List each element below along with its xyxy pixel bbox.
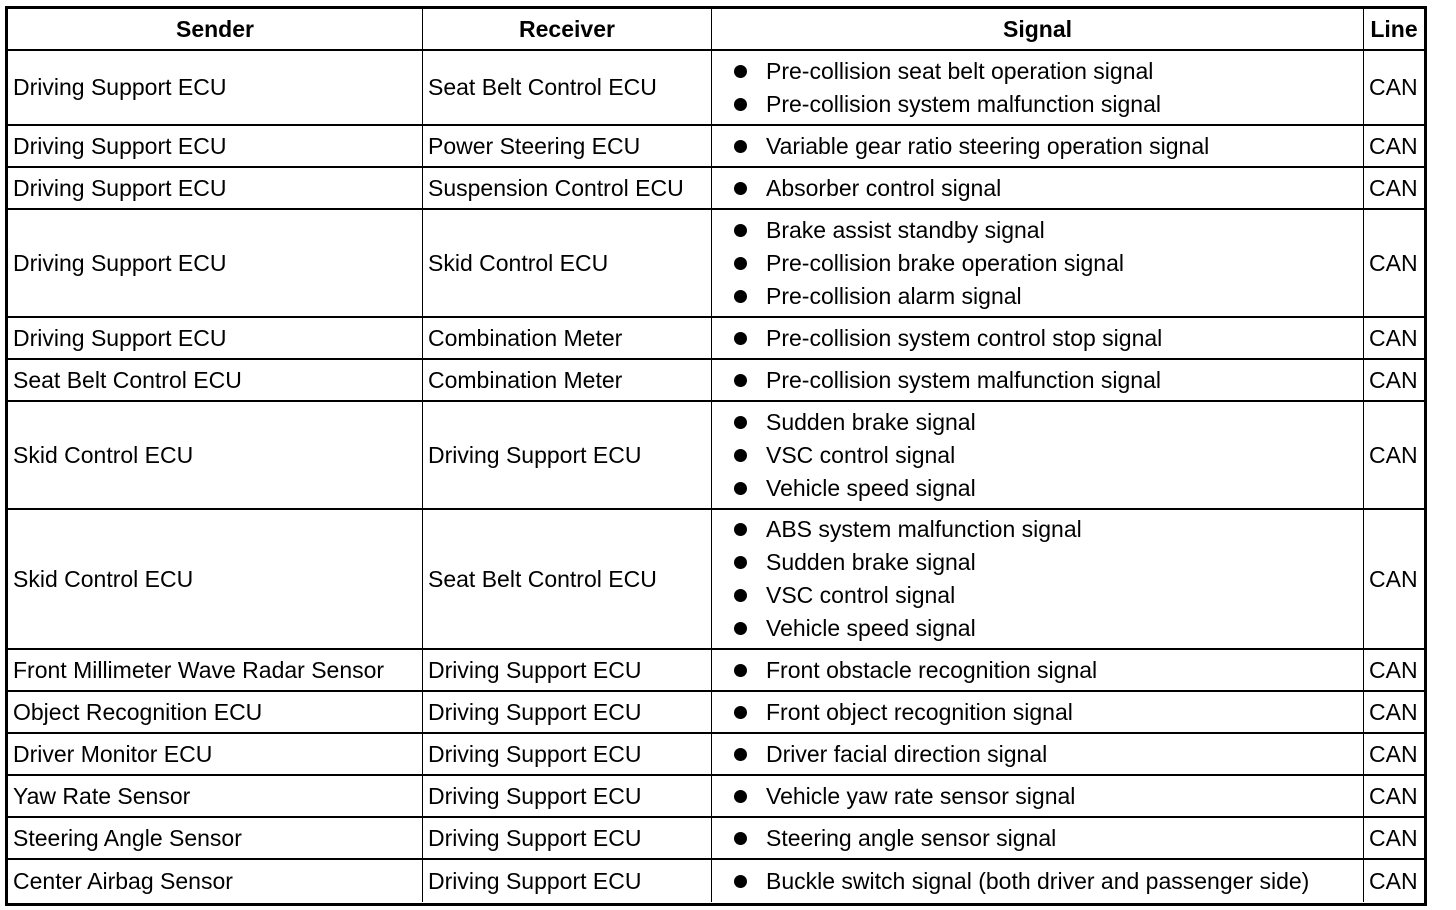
receiver-cell: Power Steering ECU [423,126,712,168]
sender-cell: Driving Support ECU [8,51,423,126]
bullet-icon [734,98,747,111]
signal-text: Pre-collision system malfunction signal [766,366,1161,393]
signal-text: Buckle switch signal (both driver and passenger side) [766,867,1310,894]
bullet-icon [734,622,747,635]
sender-cell: Driving Support ECU [8,210,423,318]
signal-item [734,322,1162,355]
signal-item [734,406,976,439]
signal-text: ABS system malfunction signal [766,516,1082,542]
signal-text: VSC control signal [766,582,956,608]
line-cell: CAN [1364,168,1424,210]
signal-text: Driver facial direction signal [766,740,1048,767]
signal-text: Absorber control signal [766,174,1002,201]
signal-cell [712,126,1364,168]
sender-cell: Driving Support ECU [8,318,423,360]
line-cell: CAN [1364,402,1424,510]
signal-cell [712,168,1364,210]
signal-text: Variable gear ratio steering operation signal [766,132,1210,159]
signal-item [734,654,1097,687]
signal-text: Vehicle yaw rate sensor signal [766,782,1076,809]
bullet-icon [734,449,747,462]
bullet-icon [734,748,747,761]
sender-cell: Driver Monitor ECU [8,734,423,776]
bullet-icon [734,332,747,345]
bullet-icon [734,556,747,569]
receiver-cell: Driving Support ECU [423,818,712,860]
receiver-cell: Skid Control ECU [423,210,712,318]
sender-cell: Seat Belt Control ECU [8,360,423,402]
signal-text: Sudden brake signal [766,549,976,575]
signal-cell [712,318,1364,360]
sender-cell: Driving Support ECU [8,126,423,168]
receiver-cell: Combination Meter [423,318,712,360]
signal-cell [712,51,1364,126]
signal-item [734,88,1161,121]
signal-text: Vehicle speed signal [766,474,976,501]
signal-item [734,280,1022,313]
bullet-icon [734,706,747,719]
sender-cell: Yaw Rate Sensor [8,776,423,818]
signal-text: Pre-collision seat belt operation signal [766,57,1154,84]
signal-text: Pre-collision alarm signal [766,282,1022,309]
signal-text: Brake assist standby signal [766,216,1045,243]
signal-text: Pre-collision system malfunction signal [766,90,1161,117]
signal-item [734,439,955,472]
sender-cell: Skid Control ECU [8,402,423,510]
bullet-icon [734,875,747,888]
receiver-cell: Suspension Control ECU [423,168,712,210]
bullet-icon [734,257,747,270]
sender-cell: Front Millimeter Wave Radar Sensor [8,650,423,692]
bullet-icon [734,523,747,536]
signal-item [734,130,1209,163]
signal-cell [712,402,1364,510]
receiver-cell: Combination Meter [423,360,712,402]
signal-text: Vehicle speed signal [766,615,976,641]
line-cell: CAN [1364,318,1424,360]
signal-cell [712,210,1364,318]
signal-item [734,364,1161,397]
signal-item [734,214,1045,247]
line-cell: CAN [1364,51,1424,126]
line-cell: CAN [1364,510,1424,650]
signal-item [734,780,1075,813]
receiver-cell: Driving Support ECU [423,860,712,902]
signal-cell [712,692,1364,734]
signal-text: Steering angle sensor signal [766,824,1057,851]
signal-text: Sudden brake signal [766,408,976,435]
bullet-icon [734,224,747,237]
bullet-icon [734,664,747,677]
signal-cell [712,510,1364,650]
signal-table-grid [8,9,1424,903]
bullet-icon [734,482,747,495]
signal-cell [712,734,1364,776]
sender-cell: Skid Control ECU [8,510,423,650]
signal-text: Pre-collision brake operation signal [766,249,1124,276]
header-signal: Signal [712,9,1364,51]
signal-text: Front obstacle recognition signal [766,656,1098,683]
receiver-cell: Driving Support ECU [423,734,712,776]
line-cell: CAN [1364,692,1424,734]
signal-item [734,247,1124,280]
line-cell: CAN [1364,818,1424,860]
receiver-cell: Driving Support ECU [423,776,712,818]
line-cell: CAN [1364,650,1424,692]
signal-item [734,546,976,579]
sender-cell: Driving Support ECU [8,168,423,210]
signal-cell [712,860,1364,902]
line-cell: CAN [1364,210,1424,318]
line-cell: CAN [1369,867,1418,894]
bullet-icon [734,416,747,429]
sender-cell: Object Recognition ECU [8,692,423,734]
signal-item [734,513,1082,546]
bullet-icon [734,589,747,602]
bullet-icon [734,832,747,845]
signal-item [734,612,976,645]
signal-cell [712,776,1364,818]
receiver-cell: Seat Belt Control ECU [423,510,712,650]
header-sender: Sender [8,9,423,51]
bullet-icon [734,65,747,78]
signal-item [734,738,1047,771]
signal-item [734,472,976,505]
signal-item [734,865,1309,898]
signal-cell [712,360,1364,402]
line-cell: CAN [1364,776,1424,818]
receiver-cell: Driving Support ECU [423,692,712,734]
signal-cell [712,650,1364,692]
signal-item [734,55,1153,88]
bullet-icon [734,290,747,303]
signal-cell [712,818,1364,860]
bullet-icon [734,182,747,195]
signal-item [734,696,1073,729]
line-cell: CAN [1364,734,1424,776]
signal-item [734,822,1056,855]
header-line: Line [1364,9,1424,51]
signal-table [5,6,1427,906]
receiver-cell: Driving Support ECU [423,402,712,510]
sender-cell: Steering Angle Sensor [8,818,423,860]
signal-text: VSC control signal [766,441,956,468]
line-cell: CAN [1364,360,1424,402]
signal-text: Pre-collision system control stop signal [766,324,1163,351]
header-receiver: Receiver [423,9,712,51]
bullet-icon [734,790,747,803]
signal-item [734,579,955,612]
signal-item [734,172,1001,205]
sender-cell: Center Airbag Sensor [8,860,423,902]
bullet-icon [734,140,747,153]
bullet-icon [734,374,747,387]
receiver-cell: Driving Support ECU [423,650,712,692]
receiver-cell: Seat Belt Control ECU [423,51,712,126]
signal-text: Front object recognition signal [766,698,1073,725]
line-cell: CAN [1364,126,1424,168]
